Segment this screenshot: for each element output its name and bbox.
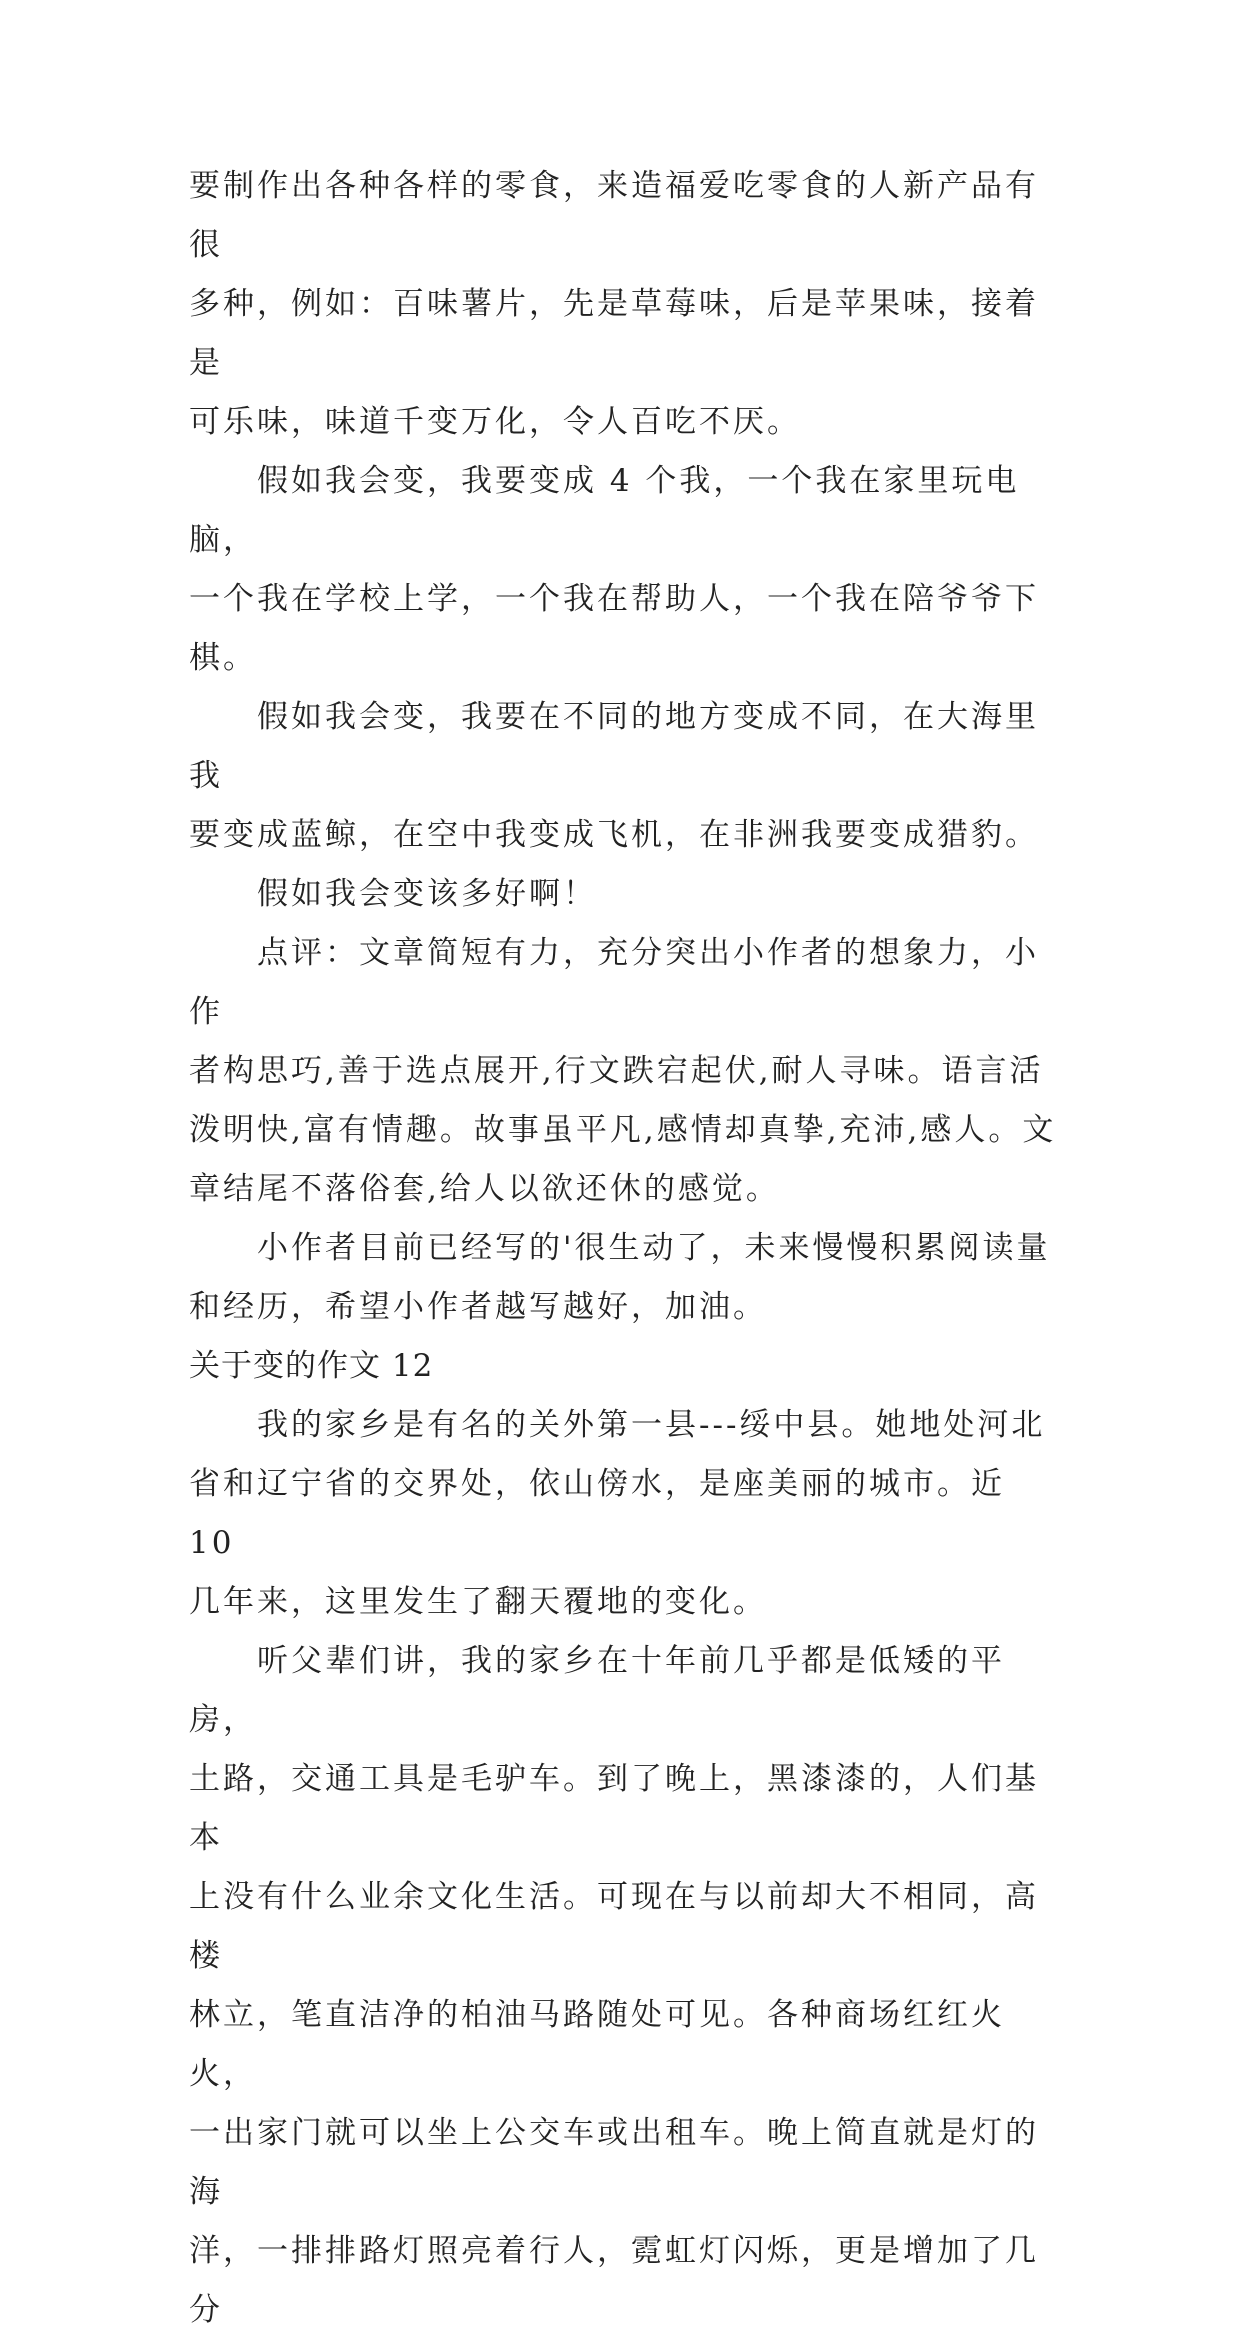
- paragraph-hometown: 我的家乡是有名的关外第一县---绥中县。她地处河北 省和辽宁省的交界处，依山傍水，是座美丽的城市。近 10 几年来，这里发生了翻天覆地的变化。: [189, 1407, 1046, 1620]
- paragraph-snacks: 要制作出各种各样的零食，来造福爱吃零食的人新产品有很 多种，例如：百味薯片，先是草莓味，后是苹果味，接着是 可乐味，味道千变万化，令人百吃不厌。: [189, 168, 1039, 440]
- section-heading: 关于变的作文 12: [189, 1348, 434, 1384]
- paragraph-encouragement: 小作者目前已经写的'很生动了，未来慢慢积累阅读量 和经历，希望小作者越写越好，加油。: [189, 1230, 1051, 1325]
- paragraph-different-places: 假如我会变，我要在不同的地方变成不同，在大海里我 要变成蓝鲸，在空中我变成飞机，在非洲我要变成猎豹。: [189, 699, 1039, 853]
- paragraph-commentary: 点评：文章简短有力，充分突出小作者的想象力，小作 者构思巧,善于选点展开,行文跌宕起伏,耐人寻味。语言活 泼明快,富有情趣。故事虽平凡,感情却真挚,充沛,感人。文 章结尾不落俗套,给人以欲还休的感觉。: [189, 935, 1057, 1207]
- paragraph-then-and-now: 听父辈们讲，我的家乡在十年前几乎都是低矮的平房， 土路，交通工具是毛驴车。到了晚上，黑漆漆的，人们基本 上没有什么业余文化生活。可现在与以前却大不相同，高楼 林立，笔直洁净的柏油马路随处可见。各种商场红红火火， 一出家门就可以坐上公交车或出租车。晚上简直就是灯的海 洋，一排排路灯照亮着行人，霓虹灯闪烁，更是增加了几分: [189, 1643, 1039, 2328]
- paragraph-exclamation: 假如我会变该多好啊！: [189, 876, 597, 912]
- document-page: [189, 157, 1059, 2340]
- paragraph-four-selves: 假如我会变，我要变成 4 个我，一个我在家里玩电脑， 一个我在学校上学，一个我在帮助人，一个我在陪爷爷下棋。: [189, 463, 1039, 676]
